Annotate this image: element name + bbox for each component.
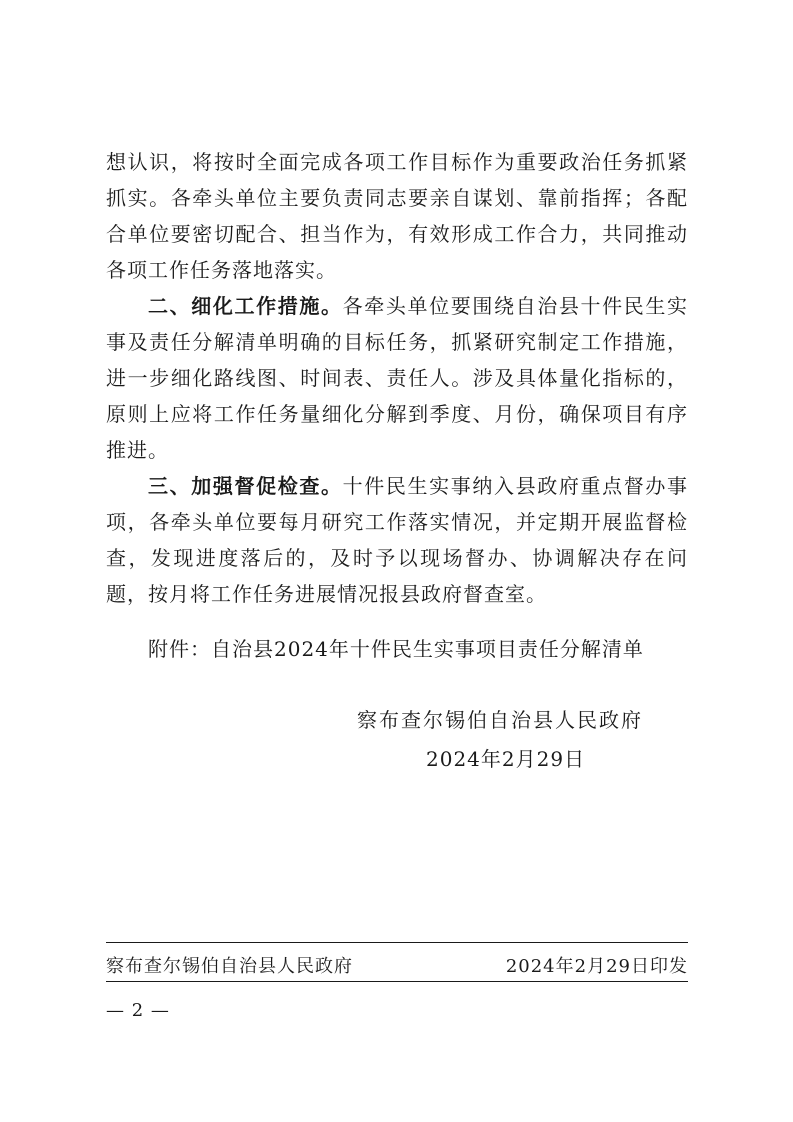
attachment-line: 附件：自治县2024年十件民生实事项目责任分解清单 <box>148 637 644 661</box>
document-body <box>106 144 688 612</box>
paragraph-supervision <box>106 468 688 612</box>
footer-issuer: 察布查尔锡伯自治县人民政府 <box>106 956 353 977</box>
section-text-refine-measures: 各牵头单位要围绕自治县十件民生实事及责任分解清单明确的目标任务，抓紧研究制定工作措施，进一步细化路线图、时间表、责任人。涉及具体量化指标的，原则上应将工作任务量细化分解到季度、月份，确保项目有序推进。 <box>106 294 688 462</box>
signature-date: 2024年2月29日 <box>426 747 586 771</box>
section-heading-supervision: 三、加强督促检查。 <box>148 474 343 498</box>
footer-top-rule <box>106 942 688 943</box>
page-number: — 2 — <box>106 1000 170 1021</box>
footer-bottom-rule <box>106 981 688 982</box>
section-heading-refine-measures: 二、细化工作措施。 <box>148 294 343 318</box>
footer-issue-date: 2024年2月29日印发 <box>505 956 688 977</box>
section-text-supervision: 十件民生实事纳入县政府重点督办事项，各牵头单位要每月研究工作落实情况，并定期开展监督检查，发现进度落后的，及时予以现场督办、协调解决存在问题，按月将工作任务进展情况报县政府督查室。 <box>106 474 688 606</box>
paragraph-continuation: 想认识，将按时全面完成各项工作目标作为重要政治任务抓紧抓实。各牵头单位主要负责同志要亲自谋划、靠前指挥；各配合单位要密切配合、担当作为，有效形成工作合力，共同推动各项工作任务落地落实。 <box>106 150 688 282</box>
signature-organization: 察布查尔锡伯自治县人民政府 <box>357 708 643 732</box>
paragraph-refine-measures <box>106 288 688 468</box>
